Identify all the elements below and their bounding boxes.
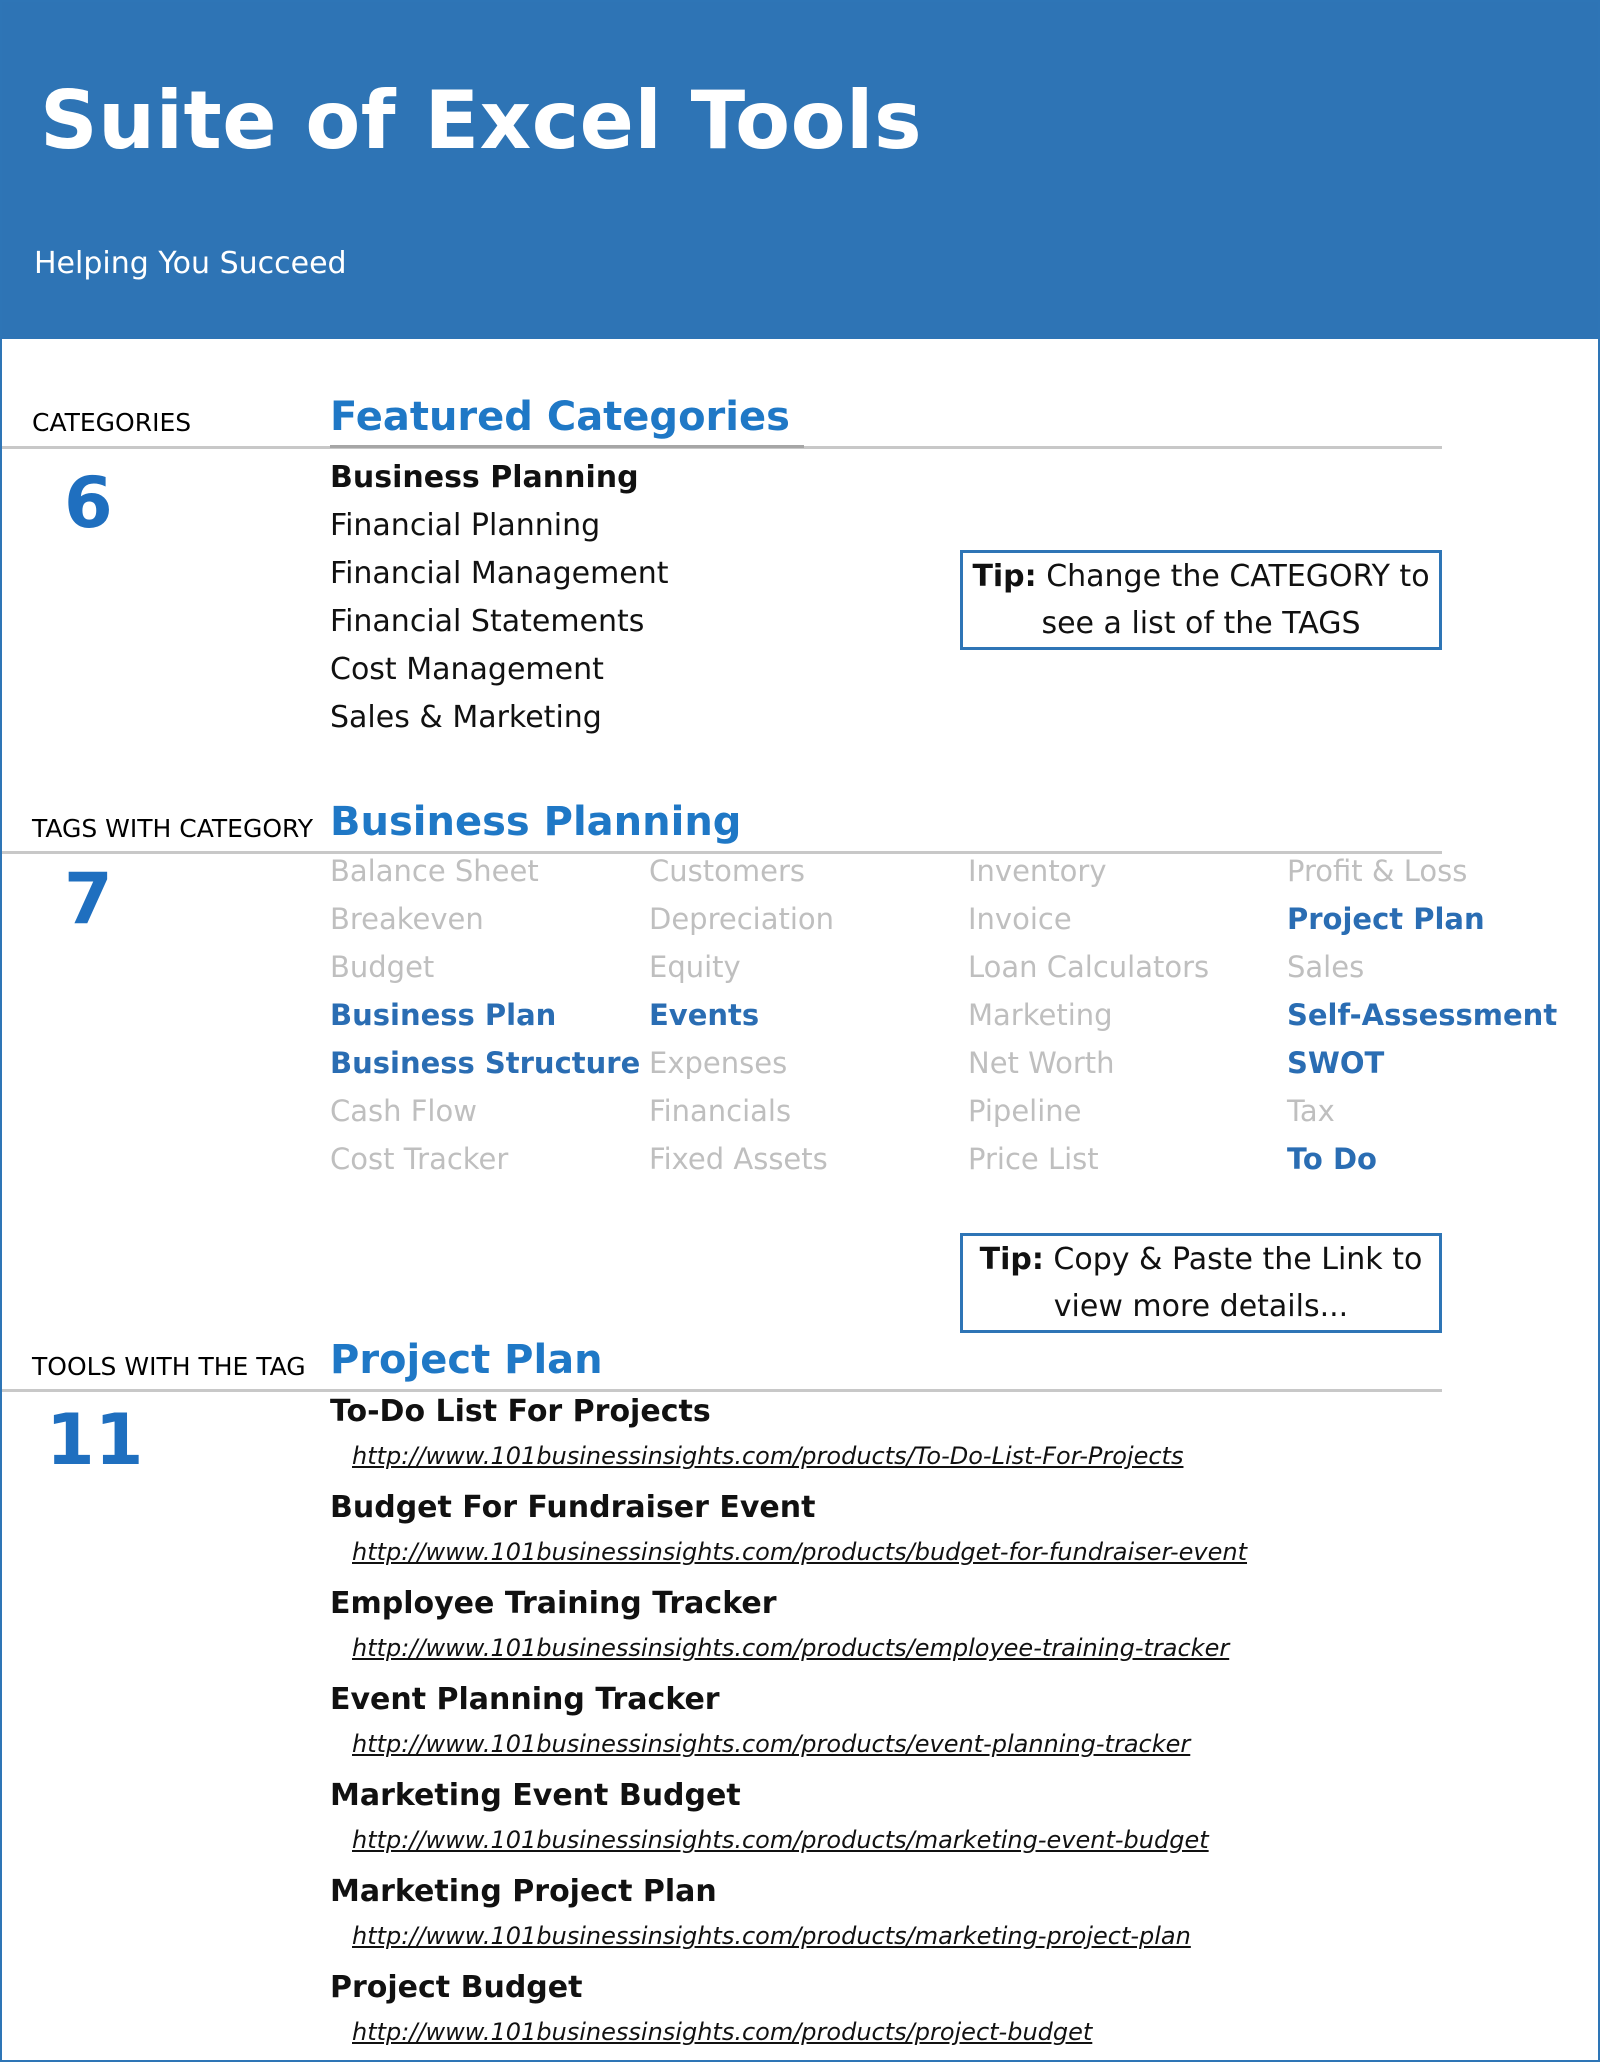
tool-name: To-Do List For Projects <box>330 1394 711 1429</box>
category-financial-management[interactable]: Financial Management <box>330 556 669 591</box>
tool-link[interactable]: http://www.101businessinsights.com/products/employee-training-tracker <box>352 1634 1230 1662</box>
tag-item[interactable]: Inventory <box>968 854 1107 888</box>
tools-label: TOOLS WITH THE TAG <box>32 1352 306 1381</box>
tool-link[interactable]: http://www.101businessinsights.com/products/To-Do-List-For-Projects <box>352 1442 1184 1470</box>
tag-item[interactable]: Budget <box>330 950 435 984</box>
tag-item[interactable]: Invoice <box>968 902 1072 936</box>
categories-label: CATEGORIES <box>32 408 192 437</box>
tag-item[interactable]: Equity <box>649 950 741 984</box>
tag-item[interactable]: Price List <box>968 1142 1099 1176</box>
tools-count: 11 <box>46 1399 144 1481</box>
tip-text-line1: Change the CATEGORY to <box>1036 559 1430 594</box>
tag-item[interactable]: SWOT <box>1287 1046 1385 1080</box>
tool-link[interactable]: http://www.101businessinsights.com/products/budget-for-fundraiser-event <box>352 1538 1248 1566</box>
category-tip-box <box>960 550 1442 650</box>
tool-link[interactable]: http://www.101businessinsights.com/products/event-planning-tracker <box>352 1730 1191 1758</box>
tag-item[interactable]: Project Plan <box>1287 902 1485 936</box>
tool-name: Event Planning Tracker <box>330 1682 720 1717</box>
tag-item[interactable]: Sales <box>1287 950 1365 984</box>
categories-count: 6 <box>64 462 113 544</box>
tag-item[interactable]: Profit & Loss <box>1287 854 1468 888</box>
tool-name: Project Budget <box>330 1970 583 2005</box>
tip-prefix: Tip: <box>979 1242 1044 1277</box>
tag-item[interactable]: To Do <box>1287 1142 1377 1176</box>
tag-item[interactable]: Breakeven <box>330 902 484 936</box>
tag-item[interactable]: Business Structure <box>330 1046 641 1080</box>
tag-item[interactable]: Balance Sheet <box>330 854 539 888</box>
tag-item[interactable]: Pipeline <box>968 1094 1082 1128</box>
header-banner <box>2 2 1598 339</box>
tool-name: Employee Training Tracker <box>330 1586 777 1621</box>
tool-link[interactable]: http://www.101businessinsights.com/products/marketing-event-budget <box>352 1826 1209 1854</box>
page-subtitle: Helping You Succeed <box>34 246 347 281</box>
tool-link[interactable]: http://www.101businessinsights.com/products/marketing-project-plan <box>352 1922 1191 1950</box>
tag-item[interactable]: Business Plan <box>330 998 557 1032</box>
category-sales-marketing[interactable]: Sales & Marketing <box>330 700 602 735</box>
featured-categories-heading: Featured Categories <box>330 394 790 440</box>
tag-item[interactable]: Expenses <box>649 1046 788 1080</box>
tag-item[interactable]: Cash Flow <box>330 1094 477 1128</box>
tag-item[interactable]: Loan Calculators <box>968 950 1210 984</box>
category-financial-planning[interactable]: Financial Planning <box>330 508 601 543</box>
category-business-planning[interactable]: Business Planning <box>330 460 639 495</box>
tip-text-line2: see a list of the TAGS <box>1041 606 1361 641</box>
tip-text-line2: view more details... <box>1053 1289 1349 1324</box>
tip-prefix: Tip: <box>972 559 1037 594</box>
tools-divider <box>2 1389 1442 1392</box>
tags-label: TAGS WITH CATEGORY <box>32 814 314 843</box>
tag-item[interactable]: Cost Tracker <box>330 1142 509 1176</box>
categories-heading-underline <box>330 445 804 448</box>
page-title: Suite of Excel Tools <box>40 74 923 167</box>
selected-category-heading: Business Planning <box>330 799 742 845</box>
tag-item[interactable]: Depreciation <box>649 902 835 936</box>
tag-item[interactable]: Tax <box>1287 1094 1335 1128</box>
tool-name: Marketing Event Budget <box>330 1778 741 1813</box>
tag-item[interactable]: Fixed Assets <box>649 1142 828 1176</box>
tag-item[interactable]: Self-Assessment <box>1287 998 1558 1032</box>
selected-tag-heading: Project Plan <box>330 1337 603 1383</box>
tool-name: Budget For Fundraiser Event <box>330 1490 816 1525</box>
category-financial-statements[interactable]: Financial Statements <box>330 604 645 639</box>
tags-count: 7 <box>64 858 113 940</box>
tool-name: Marketing Project Plan <box>330 1874 717 1909</box>
tag-item[interactable]: Events <box>649 998 760 1032</box>
category-cost-management[interactable]: Cost Management <box>330 652 604 687</box>
tag-item[interactable]: Financials <box>649 1094 792 1128</box>
tag-tip-box <box>960 1233 1442 1333</box>
tag-item[interactable]: Net Worth <box>968 1046 1115 1080</box>
tag-item[interactable]: Customers <box>649 854 805 888</box>
tool-link[interactable]: http://www.101businessinsights.com/products/project-budget <box>352 2018 1093 2046</box>
tip-text-line1: Copy & Paste the Link to <box>1043 1242 1423 1277</box>
tag-item[interactable]: Marketing <box>968 998 1113 1032</box>
